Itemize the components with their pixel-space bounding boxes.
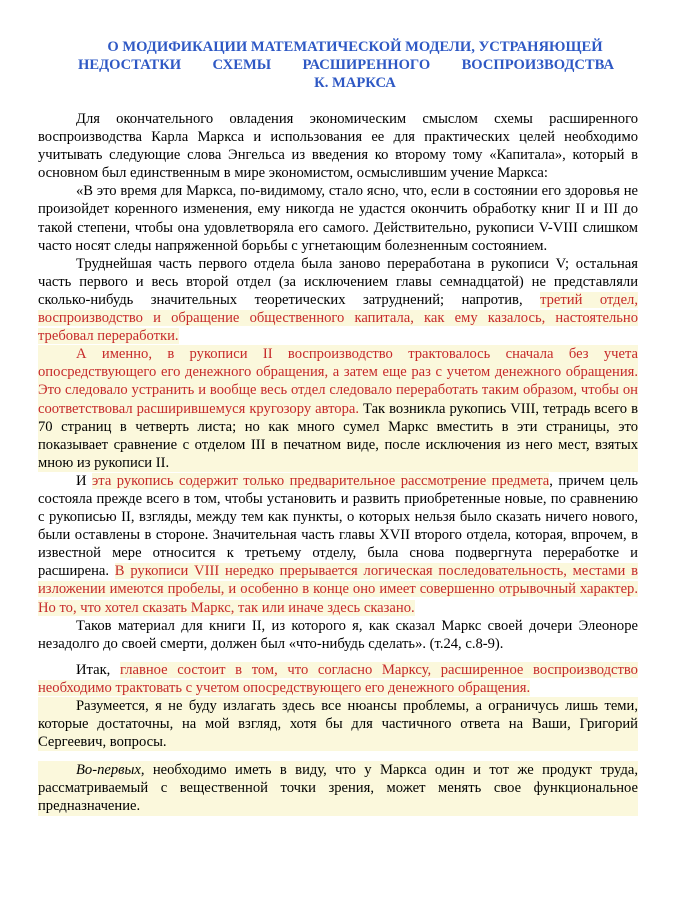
paragraph-preliminary-lead: И: [76, 472, 92, 489]
paragraph-questions: Разумеется, я не буду излагать здесь все нюансы проблемы, а ограничусь лишь теми, которые достаточны, на мой взгляд, хотя бы для частичного ответа на Ваши, Григорий Сергеевич, вопросы.: [38, 698, 638, 751]
paragraph-conclusion: [38, 661, 638, 697]
document-title: [38, 38, 638, 92]
paragraph-preliminary: [38, 472, 638, 617]
paragraph-manuscript-viii-text: Так возникла рукопись VIII, тетрадь всего в 70 страниц в четверть листа; но как много сумел Маркс вместить в эти страницы, это показывает сравнение с отделом III в печатном виде, после исключения из него мест, взятых мною из рукописи II.: [38, 400, 638, 471]
highlighted-gaps: В рукописи VIII нередко прерывается логическая последовательность, местами в изложении имеются пробелы, и особенно в конце оно имеет совершенно отрывочный характер. Но то, что хотел сказать Маркс, так или иначе здесь сказано.: [38, 563, 638, 616]
highlighted-manuscript-ii: А именно, в рукописи II воспроизводство трактовалось сначала без учета опосредствующего его денежного обращения, а затем еще раз с учетом денежного обращения. Это следовало устранить и вообще весь отдел следовало переработать таким образом, чтобы он соответствовал расширившемуся кругозору автора.: [38, 346, 638, 417]
paragraph-firstly: [38, 761, 638, 815]
paragraph-book-ii-material: Таков материал для книги II, из которого я, как сказал Маркс своей дочери Элеоноре незадолго до своей смерти, должен был «что-нибудь сделать». (т.24, с.8-9).: [38, 617, 638, 652]
paragraph-conclusion-lead: Итак,: [76, 661, 120, 678]
paragraph-manuscript-ii: [38, 345, 638, 472]
firstly-italic: Во-первых: [76, 762, 141, 779]
highlighted-preliminary: эта рукопись содержит только предварительное рассмотрение предмета: [92, 472, 550, 489]
title-line-2: НЕДОСТАТКИ СХЕМЫ РАСШИРЕННОГО ВОСПРОИЗВОДСТВА: [78, 57, 614, 73]
paragraph-first-section: [38, 255, 638, 345]
title-line-3: К. МАРКСА: [314, 75, 396, 91]
paragraph-first-section-text: Труднейшая часть первого отдела была заново переработана в рукописи V; остальная часть первого и весь второй отдел (за исключением главы семнадцатой) не представляли сколько-нибудь значительных теоретических затруднений; напротив,: [38, 255, 638, 308]
paragraph-intro: Для окончательного овладения экономическим смыслом схемы расширенного воспроизводства Карла Маркса и использования ее для практических целей необходимо учитывать следующие слова Энгельса из введения ко второму тому «Капитала», который в основном был единственным в мире экономистом, осмыслившим учение Маркса:: [38, 111, 638, 182]
highlighted-third-section: третий отдел, воспроизводство и обращение общественного капитала, как ему казалось, настоятельно требовал переработки.: [38, 291, 638, 345]
title-line-1: О МОДИФИКАЦИИ МАТЕМАТИЧЕСКОЙ МОДЕЛИ, УСТРАНЯЮЩЕЙ: [107, 39, 603, 55]
paragraph-quote-start: «В это время для Маркса, по-видимому, стало ясно, что, если в состоянии его здоровья не произойдет коренного изменения, ему никогда не удастся окончить обработку книг II и III до такой степени, чтобы она удовлетворяла его самого. Действительно, рукописи V-VIII слишком часто носят следы напряженной борьбы с угнетающим болезненным состоянием.: [38, 183, 638, 254]
paragraph-preliminary-text: , причем цель состояла прежде всего в том, чтобы установить и развить приобретенные новые, по сравнению с рукописью II, взгляды, между тем как пункты, о которых нельзя было сказать ничего нового, были оставлены в стороне. Значительная часть главы XVII второго отдела, которая, впрочем, в известной мере относится к третьему отделу, была снова подвергнута переработке и расширена.: [38, 472, 638, 580]
paragraph-firstly-text: , необходимо иметь в виду, что у Маркса один и тот же продукт труда, рассматриваемый с вещественной точки зрения, может менять свое функциональное предназначение.: [38, 762, 638, 815]
highlighted-conclusion: главное состоит в том, что согласно Марксу, расширенное воспроизводство необходимо трактовать с учетом опосредствующего его денежного обращения.: [38, 661, 638, 696]
